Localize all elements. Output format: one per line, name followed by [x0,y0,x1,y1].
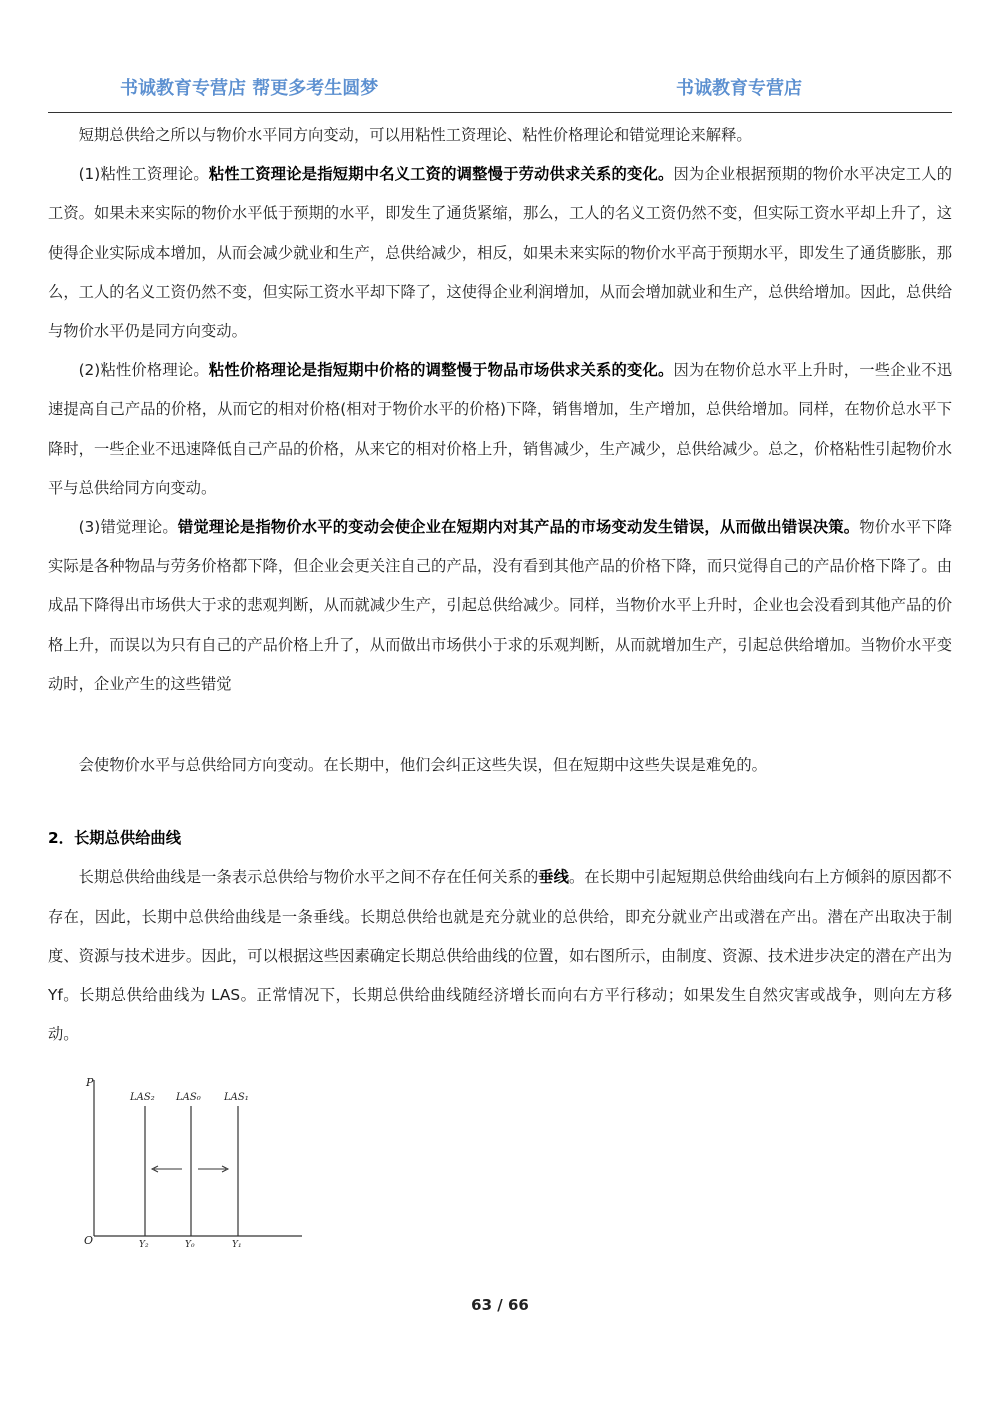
paragraph-misperception [48,508,952,704]
section-heading: 2．长期总供给曲线 [48,829,182,848]
las-figure [70,1072,310,1252]
long-run-supply-vertical: 垂线 [538,868,569,887]
y2-tick-label: Y₂ [139,1240,149,1250]
las2-label: LAS₂ [130,1092,155,1103]
las0-label: LAS₀ [176,1092,201,1103]
document-body [48,116,952,1054]
sticky-wage-lead: (1)粘性工资理论。 [78,165,209,184]
long-run-supply-pre: 长期总供给曲线是一条表示总供给与物价水平之间不存在任何关系的 [78,868,539,887]
paragraph-sticky-price [48,351,952,508]
paragraph-sticky-wage [48,155,952,351]
misperception-definition: 错觉理论是指物价水平的变动会使企业在短期内对其产品的市场变动发生错误，从而做出错误决策。 [177,518,860,537]
paragraph-intro: 短期总供给之所以与物价水平同方向变动，可以用粘性工资理论、粘性价格理论和错觉理论来解释。 [78,126,752,144]
sticky-wage-body: 因为企业根据预期的物价水平决定工人的工资。如果未来实际的物价水平低于预期的水平，即发生了通货紧缩，那么，工人的名义工资仍然不变，但实际工资水平却上升了，这使得企业实际成本增加，从而会减少就业和生产，总供给减少，相反，如果未来实际的物价水平高于预期水平，即发生了通货膨胀，那么，工人的名义工资仍然不变，但实际工资水平却下降了，这使得企业利润增加，从而会增加就业和生产，总供给增加。因此，总供给与物价水平仍是同方向变动。 [48,165,952,341]
header-right-title: 书诚教育专营店 [676,78,802,99]
header-divider [48,112,952,113]
las1-label: LAS₁ [224,1092,249,1103]
y0-tick-label: Y₀ [185,1240,195,1250]
y1-tick-label: Y₁ [232,1240,242,1250]
sticky-wage-definition: 粘性工资理论是指短期中名义工资的调整慢于劳动供求关系的变化。 [208,165,674,184]
sticky-price-definition: 粘性价格理论是指短期中价格的调整慢于物品市场供求关系的变化。 [208,361,674,380]
long-run-supply-body: 。在长期中引起短期总供给曲线向右上方倾斜的原因都不存在，因此，长期中总供给曲线是一条垂线。长期总供给也就是充分就业的总供给，即充分就业产出或潜在产出。潜在产出取决于制度、资源与技术进步。因此，可以根据这些因素确定长期总供给曲线的位置，如右图所示，由制度、资源、技术进步决定的潜在产出为 Yf。长期总供给曲线为 LAS。正常情况下，长期总供给曲线随经济增长而向右方平行移动；如果发生自然灾害或战争，则向左方移动。 [48,868,952,1044]
page-number: 63 / 66 [471,1296,529,1314]
sticky-price-lead: (2)粘性价格理论。 [78,361,209,380]
origin-label: O [84,1234,94,1247]
sticky-price-body: 因为在物价总水平上升时，一些企业不迅速提高自己产品的价格，从而它的相对价格(相对于物价水平的价格)下降，销售增加，生产增加，总供给增加。同样，在物价总水平下降时，一些企业不迅速降低自己产品的价格，从来它的相对价格上升，销售减少，生产减少，总供给减少。总之，价格粘性引起物价水平与总供给同方向变动。 [48,361,952,497]
spacer [48,704,952,746]
paragraph-long-run-supply [48,858,952,1054]
spacer [48,785,952,819]
header-left-title: 书诚教育专营店 帮更多考生圆梦 [120,78,379,99]
y-axis-label: P [86,1076,94,1089]
paragraph-continuation: 会使物价水平与总供给同方向变动。在长期中，他们会纠正这些失误，但在短期中这些失误是难免的。 [78,756,767,775]
misperception-body: 物价水平下降实际是各种物品与劳务价格都下降，但企业会更关注自己的产品，没有看到其他产品的价格下降，而只觉得自己的产品价格下降了。由成品下降得出市场供大于求的悲观判断，从而就减少生产，引起总供给减少。同样，当物价水平上升时，企业也会没看到其他产品的价格上升，而误以为只有自己的产品价格上升了，从而做出市场供小于求的乐观判断，从而就增加生产，引起总供给增加。当物价水平变动时，企业产生的这些错觉 [48,518,952,693]
misperception-lead: (3)错觉理论。 [78,518,178,537]
las-diagram [70,1072,310,1252]
